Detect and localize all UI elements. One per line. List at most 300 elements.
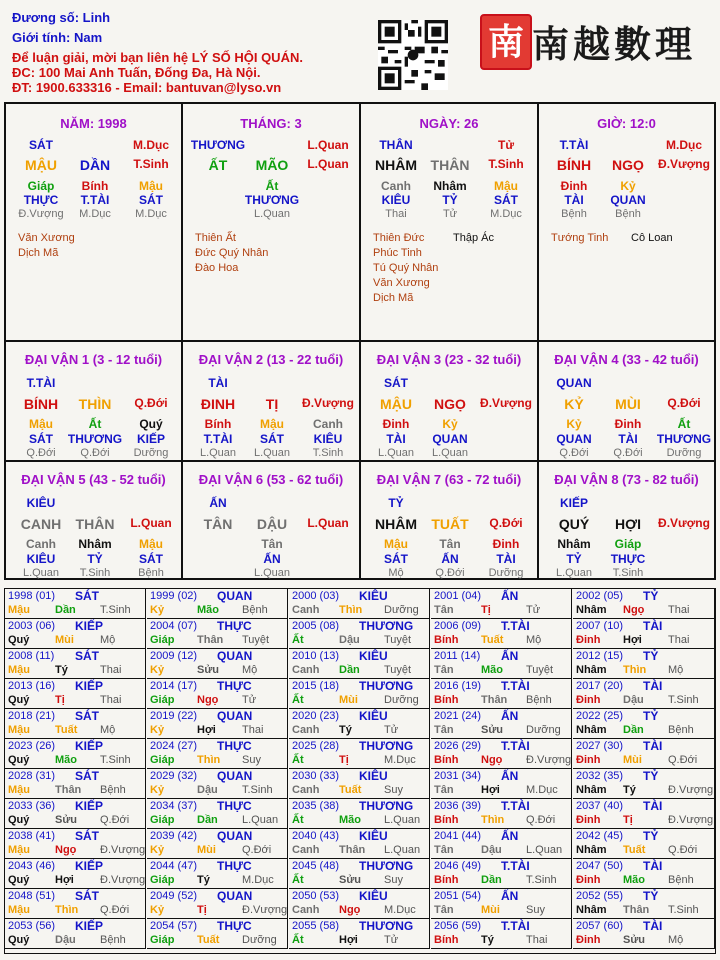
year-phase: Thai — [668, 604, 690, 616]
year-label: 2035 (38) — [292, 800, 340, 812]
chart-text: NHÂM — [375, 157, 417, 173]
year-stem: Quý — [8, 694, 30, 706]
year-god: THỰC — [217, 799, 252, 813]
year-stem: Giáp — [150, 634, 175, 646]
year-phase: Thai — [100, 664, 122, 676]
year-label: 2051 (54) — [434, 890, 482, 902]
chart-text: Dịch Mã — [18, 247, 59, 259]
year-phase: Thai — [526, 934, 548, 946]
year-phase: Mộ — [100, 634, 116, 646]
chart-text: M.Dục — [490, 208, 522, 220]
year-grid — [4, 588, 716, 954]
year-label: 1999 (02) — [150, 590, 198, 602]
chart-text: T.Sinh — [488, 157, 524, 171]
year-label: 2031 (34) — [434, 770, 482, 782]
year-cell — [5, 799, 146, 829]
chart-text: Canh — [26, 537, 56, 551]
year-god: T.TÀI — [501, 739, 530, 753]
chart-text: QUÝ — [558, 516, 590, 532]
year-stem: Tân — [434, 724, 454, 736]
chart-text: Mậu — [494, 179, 518, 193]
year-label: 2000 (03) — [292, 590, 340, 602]
year-branch: Ngọ — [197, 694, 219, 706]
year-label: 2036 (39) — [434, 800, 482, 812]
year-label: 2029 (32) — [150, 770, 198, 782]
year-god: THƯƠNG — [359, 919, 414, 933]
chart-text: Bính — [204, 417, 232, 431]
year-god: THƯƠNG — [359, 799, 414, 813]
chart-text: TỶ — [388, 496, 404, 510]
year-god: KIÊU — [359, 829, 388, 843]
year-branch: Mùi — [55, 634, 74, 646]
year-god: QUAN — [217, 769, 253, 783]
year-god: KIÊU — [359, 889, 388, 903]
chart-text: T.TÀI — [203, 432, 233, 446]
year-branch: Tị — [197, 904, 207, 916]
year-label: 2047 (50) — [576, 860, 624, 872]
year-cell — [573, 889, 715, 919]
chart-text: TÀI — [496, 552, 516, 566]
year-branch: Mão — [197, 604, 219, 616]
chart-text: HỢI — [615, 516, 641, 532]
year-branch: Sửu — [55, 814, 78, 826]
chart-text: Thiên Ất — [195, 232, 236, 244]
year-stem: Nhâm — [576, 844, 607, 856]
year-phase: Bệnh — [668, 874, 694, 886]
year-cell — [289, 709, 430, 739]
year-stem: Quý — [8, 634, 30, 646]
chart-text: THƯƠNG — [244, 193, 300, 207]
year-label: 2050 (53) — [292, 890, 340, 902]
chart-text: Dịch Mã — [373, 292, 414, 304]
year-label: 2043 (46) — [8, 860, 56, 872]
year-god: QUAN — [217, 709, 253, 723]
year-stem: Nhâm — [576, 604, 607, 616]
year-branch: Mùi — [623, 754, 642, 766]
chart-text: Q.Đới — [489, 516, 523, 530]
year-stem: Canh — [292, 904, 320, 916]
chart-text: CANH — [20, 516, 62, 532]
year-cell — [147, 649, 288, 679]
year-phase: Đ.Vượng — [100, 874, 146, 886]
chart-text: Nhâm — [557, 537, 591, 551]
year-branch: Thân — [481, 694, 508, 706]
year-branch: Sửu — [339, 874, 362, 886]
year-phase: Mộ — [668, 934, 684, 946]
year-god: TỶ — [643, 649, 659, 663]
year-cell — [573, 799, 715, 829]
chart-text: L.Quan — [431, 447, 469, 459]
year-label: 2003 (06) — [8, 620, 56, 632]
year-cell — [431, 919, 572, 949]
chart-text: M.Dục — [133, 138, 169, 152]
year-branch: Tuất — [339, 784, 362, 796]
year-branch: Thìn — [55, 904, 79, 916]
year-label: 2012 (15) — [576, 650, 624, 662]
year-phase: Tử — [526, 604, 541, 616]
chart-text: MÙI — [615, 396, 641, 412]
year-label: 2024 (27) — [150, 740, 198, 752]
chart-text: T.TÀI — [80, 193, 110, 207]
year-label: 2015 (18) — [292, 680, 340, 692]
year-cell — [431, 649, 572, 679]
year-branch: Tý — [55, 664, 68, 676]
year-cell — [289, 619, 430, 649]
year-phase: L.Quan — [526, 844, 563, 856]
chart-text: M.Dục — [135, 208, 167, 220]
year-phase: Suy — [526, 904, 545, 916]
year-cell — [147, 709, 288, 739]
chart-text: L.Quan — [307, 138, 349, 152]
chart-text: NGỌ — [612, 157, 644, 173]
year-branch: Tị — [55, 694, 65, 706]
pillar-month — [183, 104, 359, 340]
chart-text: Q.Đới — [80, 447, 110, 459]
year-god: KIẾP — [75, 739, 104, 753]
year-cell — [5, 919, 146, 949]
year-cell — [289, 649, 430, 679]
year-label: 2006 (09) — [434, 620, 482, 632]
year-branch: Thân — [197, 634, 224, 646]
year-phase: Đ.Vượng — [668, 814, 714, 826]
year-phase: L.Quan — [242, 814, 279, 826]
year-phase: Bệnh — [668, 724, 694, 736]
chart-text: Tân — [439, 537, 461, 551]
year-cell — [147, 739, 288, 769]
year-stem: Ất — [292, 694, 304, 706]
year-phase: M.Dục — [384, 754, 416, 766]
year-phase: Bệnh — [100, 784, 126, 796]
year-label: 2013 (16) — [8, 680, 56, 692]
chart-text: L.Quan — [199, 447, 237, 459]
year-phase: Suy — [242, 754, 261, 766]
year-stem: Bính — [434, 694, 459, 706]
chart-text: Dưỡng — [488, 567, 524, 579]
year-stem: Tân — [434, 904, 454, 916]
year-god: T.TÀI — [501, 859, 530, 873]
chart-text: ĐẠI VẬN 7 (63 - 72 tuổi) — [376, 472, 522, 487]
chart-text: Ất — [677, 417, 691, 431]
year-cell — [289, 889, 430, 919]
chart-text: Thiên Đức — [373, 232, 425, 244]
year-phase: Suy — [384, 874, 403, 886]
chart-text: Đào Hoa — [195, 262, 239, 274]
year-cell — [5, 589, 146, 619]
qr-code-icon[interactable] — [378, 20, 448, 90]
chart-text: TỶ — [442, 193, 458, 207]
chart-text: Đinh — [560, 179, 588, 193]
year-phase: Q.Đới — [100, 814, 130, 826]
year-phase: Mộ — [242, 664, 258, 676]
year-phase: Dưỡng — [384, 694, 419, 706]
year-cell — [5, 769, 146, 799]
year-stem: Ất — [292, 634, 304, 646]
chart-text: Canh — [381, 179, 411, 193]
year-stem: Mậu — [8, 724, 30, 736]
chart-text: KIẾP — [136, 432, 165, 446]
year-label: 2045 (48) — [292, 860, 340, 872]
year-phase: Dưỡng — [384, 604, 419, 616]
year-god: ẤN — [501, 589, 519, 603]
year-stem: Đinh — [576, 814, 601, 826]
year-god: THỰC — [217, 859, 252, 873]
year-god: TỶ — [643, 709, 659, 723]
dai-van-1 — [6, 342, 181, 460]
year-god: KIẾP — [75, 619, 104, 633]
year-god: T.TÀI — [501, 679, 530, 693]
chart-text: BÍNH — [23, 396, 59, 412]
chart-text: Kỷ — [442, 417, 458, 431]
year-god: TỶ — [643, 769, 659, 783]
year-branch: Dậu — [481, 844, 502, 856]
chart-text: Đinh — [492, 537, 520, 551]
chart-text: TÂN — [203, 516, 233, 532]
chart-text: T.Sinh — [79, 567, 111, 579]
chart-text: Dưỡng — [666, 447, 702, 459]
chart-text: ĐẠI VẬN 2 (13 - 22 tuổi) — [198, 352, 344, 367]
chart-text: Tân — [261, 537, 283, 551]
year-phase: Thai — [100, 694, 122, 706]
year-label: 2052 (55) — [576, 890, 624, 902]
year-cell — [573, 679, 715, 709]
year-phase: Q.Đới — [668, 844, 698, 856]
pillar-title: NĂM: 1998 — [60, 116, 127, 131]
year-god: ẤN — [501, 769, 519, 783]
year-phase: Mộ — [668, 664, 684, 676]
year-branch: Hợi — [339, 934, 358, 946]
chart-text: Văn Xương — [18, 232, 75, 244]
chart-text: THÌN — [78, 396, 112, 412]
year-god: THỰC — [217, 739, 252, 753]
brand-title: 南越數理 — [532, 22, 696, 66]
chart-text: Mậu — [139, 179, 163, 193]
year-cell — [289, 799, 430, 829]
year-branch: Mùi — [197, 844, 216, 856]
year-stem: Kỷ — [150, 724, 165, 736]
chart-text: SÁT — [384, 552, 408, 566]
year-phase: T.Sinh — [526, 874, 557, 886]
year-branch: Tý — [481, 934, 494, 946]
year-label: 2023 (26) — [8, 740, 56, 752]
year-stem: Bính — [434, 814, 459, 826]
year-branch: Dậu — [623, 694, 644, 706]
chart-text: Mậu — [384, 537, 408, 551]
year-branch: Tý — [623, 784, 636, 796]
year-stem: Giáp — [150, 934, 175, 946]
year-branch: Tị — [623, 814, 633, 826]
chart-text: Kỷ — [620, 179, 636, 193]
year-branch: Mão — [623, 874, 645, 886]
year-stem: Giáp — [150, 754, 175, 766]
year-cell — [573, 829, 715, 859]
chart-text: THƯƠNG — [190, 138, 246, 152]
year-cell — [431, 829, 572, 859]
chart-text: KIÊU — [313, 432, 343, 446]
year-branch: Thìn — [623, 664, 647, 676]
year-cell — [147, 619, 288, 649]
dai-van-7 — [361, 462, 537, 580]
year-branch: Thân — [339, 844, 366, 856]
year-branch: Mão — [55, 754, 77, 766]
year-god: KIÊU — [359, 709, 388, 723]
year-god: ẤN — [501, 829, 519, 843]
chart-text: L.Quan — [253, 208, 291, 220]
year-god: THỰC — [217, 679, 252, 693]
year-branch: Tý — [197, 874, 210, 886]
year-branch: Tị — [481, 604, 491, 616]
year-cell — [573, 649, 715, 679]
year-phase: Đ.Vượng — [242, 904, 288, 916]
year-god: TỶ — [643, 589, 659, 603]
year-god: KIÊU — [359, 769, 388, 783]
year-phase: Q.Đới — [668, 754, 698, 766]
chart-text: Mộ — [388, 567, 404, 579]
year-branch: Dậu — [197, 784, 218, 796]
year-phase: T.Sinh — [100, 754, 131, 766]
chart-text: THÂN — [430, 157, 470, 173]
chart-text: M.Dục — [666, 138, 702, 152]
year-phase: Dưỡng — [526, 724, 561, 736]
year-stem: Canh — [292, 604, 320, 616]
year-god: QUAN — [217, 829, 253, 843]
chart-text: Mậu — [260, 417, 284, 431]
year-phase: Q.Đới — [100, 904, 130, 916]
year-stem: Ất — [292, 814, 304, 826]
chart-text: TỊ — [265, 396, 279, 412]
year-branch: Tuất — [55, 724, 78, 736]
year-stem: Bính — [434, 934, 459, 946]
year-cell — [147, 589, 288, 619]
year-stem: Canh — [292, 724, 320, 736]
year-god: TÀI — [643, 679, 663, 693]
year-label: 2030 (33) — [292, 770, 340, 782]
chart-text: DẦN — [79, 157, 111, 173]
year-phase: Tuyệt — [242, 634, 270, 646]
chart-text: SÁT — [494, 193, 518, 207]
year-branch: Thìn — [481, 814, 505, 826]
chart-text: Q.Đới — [134, 396, 168, 410]
year-god: QUAN — [217, 889, 253, 903]
chart-text: Bệnh — [561, 208, 587, 220]
year-cell — [431, 679, 572, 709]
year-stem: Bính — [434, 634, 459, 646]
year-label: 2038 (41) — [8, 830, 56, 842]
chart-text: Văn Xương — [373, 277, 430, 289]
year-cell — [5, 859, 146, 889]
year-phase: Thai — [242, 724, 264, 736]
chart-text: Q.Đới — [26, 447, 56, 459]
chart-text: L.Quan — [130, 516, 172, 530]
year-cell — [431, 889, 572, 919]
year-branch: Ngọ — [481, 754, 503, 766]
year-stem: Kỷ — [150, 904, 165, 916]
year-branch: Ngọ — [339, 904, 361, 916]
year-branch: Tý — [339, 724, 352, 736]
chart-text: SÁT — [139, 552, 163, 566]
year-phase: L.Quan — [384, 814, 421, 826]
dai-van-8 — [539, 462, 714, 580]
year-phase: T.Sinh — [668, 904, 699, 916]
year-stem: Canh — [292, 784, 320, 796]
year-cell — [431, 859, 572, 889]
chart-text: ĐẠI VẬN 1 (3 - 12 tuổi) — [24, 352, 163, 367]
year-god: SÁT — [75, 769, 99, 783]
year-label: 2005 (08) — [292, 620, 340, 632]
year-stem: Ất — [292, 874, 304, 886]
dai-van-6 — [183, 462, 359, 580]
year-stem: Canh — [292, 664, 320, 676]
year-label: 2004 (07) — [150, 620, 198, 632]
year-label: 2026 (29) — [434, 740, 482, 752]
year-label: 2039 (42) — [150, 830, 198, 842]
dai-van-4 — [539, 342, 714, 460]
chart-text: Tử — [497, 138, 515, 152]
chart-text: Tú Quý Nhân — [373, 262, 439, 274]
chart-text: Đinh — [382, 417, 410, 431]
year-stem: Đinh — [576, 694, 601, 706]
chart-text: THÂN — [75, 516, 115, 532]
chart-text: Kỷ — [566, 417, 582, 431]
year-branch: Dần — [339, 664, 360, 676]
year-branch: Dậu — [55, 934, 76, 946]
year-cell — [431, 769, 572, 799]
year-stem: Tân — [434, 664, 454, 676]
chart-text: Bệnh — [138, 567, 164, 579]
year-branch: Tuất — [197, 934, 220, 946]
chart-text: L.Quan — [377, 447, 415, 459]
year-branch: Ngọ — [623, 604, 645, 616]
year-branch: Tị — [339, 754, 349, 766]
year-god: SÁT — [75, 589, 99, 603]
year-phase: M.Dục — [384, 904, 416, 916]
year-stem: Nhâm — [576, 904, 607, 916]
chart-text: Đ.Vượng — [18, 208, 64, 220]
year-god: TỶ — [643, 829, 659, 843]
chart-text: Đ.Vượng — [480, 396, 532, 410]
year-stem: Quý — [8, 754, 30, 766]
gender: Giới tính: Nam — [12, 30, 103, 45]
year-stem: Mậu — [8, 664, 30, 676]
chart-text: QUAN — [556, 432, 592, 446]
year-phase: Q.Đới — [242, 844, 272, 856]
year-label: 2025 (28) — [292, 740, 340, 752]
chart-text: Giáp — [27, 179, 55, 193]
chart-text: THÂN — [379, 138, 413, 152]
year-cell — [5, 649, 146, 679]
chart-text: TÀI — [386, 432, 406, 446]
chart-text: NGÀY: 26 — [419, 116, 479, 131]
year-branch: Thìn — [339, 604, 363, 616]
year-phase: Tử — [384, 934, 399, 946]
year-phase: Thai — [668, 634, 690, 646]
year-phase: Bệnh — [242, 604, 268, 616]
year-stem: Kỷ — [150, 784, 165, 796]
chart-text: Đinh — [614, 417, 642, 431]
chart-text: Mậu — [29, 417, 53, 431]
chart-text: L.Quan — [307, 516, 349, 530]
phone-email[interactable]: ĐT: 1900.633316 - Email: bantuvan@lyso.vn — [12, 80, 282, 95]
year-stem: Kỷ — [150, 604, 165, 616]
year-branch: Mùi — [481, 904, 500, 916]
chart-text: Tử — [442, 208, 458, 220]
chart-text: TỶ — [87, 552, 103, 566]
chart-text: TÀI — [564, 193, 584, 207]
year-god: T.TÀI — [501, 799, 530, 813]
year-label: 2046 (49) — [434, 860, 482, 872]
year-label: 2021 (24) — [434, 710, 482, 722]
year-label: 2002 (05) — [576, 590, 624, 602]
year-cell — [289, 739, 430, 769]
